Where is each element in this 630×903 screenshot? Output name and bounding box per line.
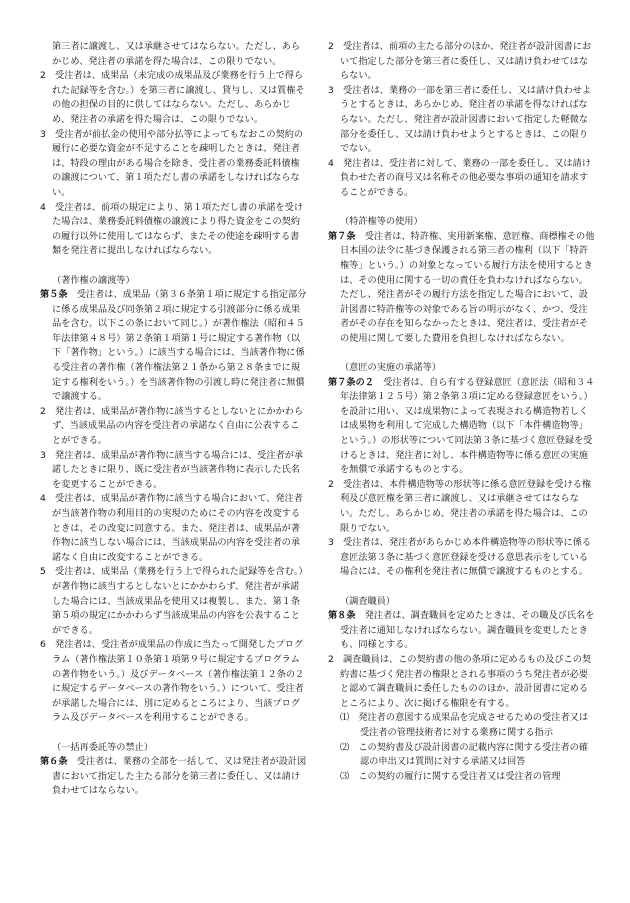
- article-7: [328, 230, 595, 347]
- article-text: 受注者は、成果品（第３６条第１項に規定する指定部分に係る成果品及び同条第２項に規定する引渡部分に係る成果品を含む。以下この条において同じ。）が著作権法（昭和４５年法律第４８号）第２条第１項第１号に規定する著作物（以下「著作物」という。）に該当する場合には、当該著作物に係る受注者の著作権（著作権法第２１条から第２８条までに規定する権利をいう。）を当該著作物の引渡し時に発注者に無償で譲渡する。: [52, 289, 307, 403]
- paragraph: 2 受注者は、本件構造物等の形状等に係る意匠登録を受ける権利及び意匠権を第三者に譲渡し、又は承継させてはならない。ただし、あらかじめ、発注者の承諾を得た場合は、この限りでない。: [328, 478, 592, 534]
- left-column: [40, 40, 307, 799]
- paragraph: 6 発注者は、受注者が成果品の作成に当たって開発したプログラム（著作権法第１０条第１項第９号に規定するプログラムの著作物をいう。）及びデータベース（著作権法第１２条の２に規定するデータベースの著作物をいう。）について、受注者が承諾した場合には、別に定めるところにより、当該プログラム及びデータベースを利用することができる。: [40, 639, 305, 724]
- article-text: 受注者は、特許権、実用新案権、意匠権、商標権その他日本国の法令に基づき保護される第三者の権利（以下「特許権等」という。）の対象となっている履行方法を使用するときは、その使用に関する一切の責任を負わなければならない。ただし、発注者がその履行方法を指定した場合において、設計図書に特許権等の対象である旨の明示がなく、かつ、受注者がその存在を知らなかったときは、発注者は、受注者がその使用に関して要した費用を負担しなければならない。: [340, 230, 595, 344]
- paragraph: 3 受注者は、発注者があらかじめ本件構造物等の形状等に係る意匠法第３条に基づく意匠登録を受ける意思表示をしている場合には、その権利を発注者に無償で譲渡するものとする。: [328, 537, 592, 578]
- article-heading: （意匠の実施の承諾等）: [340, 362, 442, 374]
- article-heading: （一括再委託等の禁止）: [52, 741, 154, 753]
- list-item: ⑵ この契約書及び設計図書の記載内容に関する受注者の確認の申出又は質問に対する承諾又は回答: [340, 741, 589, 768]
- paragraph: 3 受注者は、業務の一部を第三者に委任し、又は請け負わせようとするときは、あらかじめ、発注者の承諾を得なければならない。ただし、発注者が設計図書において指定した軽微な部分を委任し、又は請け負わせようとするときは、この限りでない。: [328, 84, 592, 155]
- article-heading: （特許権等の使用）: [340, 216, 423, 228]
- article-number: 第８条: [328, 610, 356, 622]
- list-item: ⑶ この契約の履行に関する受注者又は受注者の管理: [340, 770, 561, 782]
- paragraph: 2 受注者は、前項の主たる部分のほか、発注者が設計図書において指定した部分を第三者に委任し、又は請け負わせてはならない。: [328, 41, 592, 82]
- article-6: [40, 755, 307, 799]
- article-text: 受注者は、自ら有する登録意匠（意匠法（昭和３４年法律第１２５号）第２条第３項に定める登録意匠をいう。）を設計に用い、又は成果物によって表現される構造物若しくは成果物を利用して完成した構造物（以下「本件構造物等」という。）の形状等について同法第３条に基づく意匠登録を受けるときは、発注者に対し、本件構造物等に係る意匠の実施を無償で承諾するものとする。: [340, 376, 595, 476]
- paragraph: 3 発注者は、成果品が著作物に該当する場合には、受注者が承諾したときに限り、既に受注者が当該著作物に表示した氏名を変更することができる。: [40, 449, 304, 490]
- list-item: ⑴ 発注者の意図する成果品を完成させるための受注者又は受注者の管理技術者に対する業務に関する指示: [340, 712, 589, 738]
- right-column: [328, 40, 595, 784]
- article-5: [40, 288, 307, 405]
- article-number: 第５条: [40, 289, 68, 301]
- article-heading: （著作権の譲渡等）: [52, 274, 135, 286]
- article-number: 第６条: [40, 756, 68, 768]
- paragraph: 2 発注者は、成果品が著作物に該当するとしないとにかかわらず、当該成果品の内容を受注者の承諾なく自由に公表することができる。: [40, 405, 304, 447]
- article-heading: （調査職員）: [340, 595, 396, 607]
- article-text: 発注者は、調査職員を定めたときは、その職及び氏名を受注者に通知しなければならない。調査職員を変更したときも、同様とする。: [340, 610, 595, 651]
- paragraph: 4 受注者は、前項の規定により、第１項ただし書の承諾を受けた場合は、業務委託料債権の譲渡により得た資金をこの契約の履行以外に使用してはならず、またその使途を疎明する書類を発注者に提出しなければならない。: [40, 201, 304, 257]
- article-7-2: [328, 376, 595, 478]
- article-text: 受注者は、業務の全部を一括して、又は発注者が設計図書において指定した主たる部分を第三者に委任し、又は請け負わせてはならない。: [52, 756, 307, 797]
- article-8: [328, 609, 595, 653]
- paragraph: 5 受注者は、成果品（業務を行う上で得られた記録等を含む。）が著作物に該当するとしないとにかかわらず、発注者が承諾した場合には、当該成果品を使用又は複製し、また、第１条第５項の規定にかかわらず当該成果品の内容を公表することができる。: [40, 566, 304, 636]
- paragraph: 2 調査職員は、この契約書の他の条項に定めるもの及びこの契約書に基づく発注者の権限とされる事項のうち発注者が必要と認めて調査職員に委任したもののほか、設計図書に定めるところにより、次に掲げる権限を有する。: [328, 653, 592, 709]
- paragraph: 4 受注者は、成果品が著作物に該当する場合において、発注者が当該著作物の利用目的の実現のためにその内容を改変するときは、その改変に同意する。また、発注者は、成果品が著作物に該当しない場合には、当該成果品の内容を受注者の承諾なく自由に改変することができる。: [40, 493, 303, 563]
- paragraph: 2 受注者は、成果品（未完成の成果品及び業務を行う上で得られた記録等を含む。）を第三者に譲渡し、貸与し、又は質権その他の担保の目的に供してはならない。ただし、あらかじめ、発注者の承諾を得た場合は、この限りでない。: [40, 70, 305, 125]
- article-number: 第７条の２: [328, 376, 374, 388]
- paragraph: 3 受注者が前払金の使用や部分払等によってもなおこの契約の履行に必要な資金が不足することを疎明したときは、発注者は、特段の理由がある場合を除き、受注者の業務委託料債権の譲渡について、第１項ただし書の承諾をしなければならない。: [40, 128, 304, 198]
- paragraph: 4 発注者は、受注者に対して、業務の一部を委任し、又は請け負わせた者の商号又は名称その他必要な事項の通知を請求することができる。: [328, 157, 591, 198]
- article-number: 第７条: [328, 230, 356, 242]
- paragraph: 第三者に譲渡し、又は承継させてはならない。ただし、あらかじめ、発注者の承諾を得た場合は、この限りでない。: [52, 41, 301, 67]
